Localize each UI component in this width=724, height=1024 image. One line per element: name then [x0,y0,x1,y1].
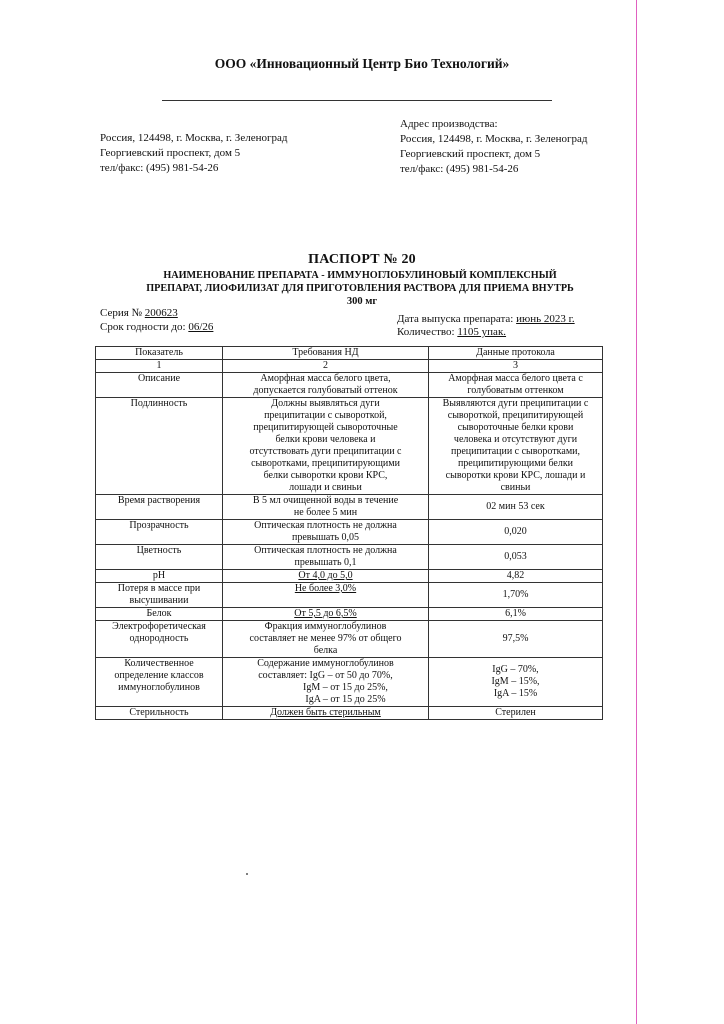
table-row [96,583,603,608]
cell-line: IgG – 70%, [492,664,539,675]
row-indicator: Время растворения [96,495,223,520]
row-protocol-data: Стерилен [429,707,603,720]
row-indicator: рН [96,570,223,583]
row-requirement [223,495,429,520]
cell-line: Фракция иммуноглобулинов [264,621,387,632]
legal-address-line: Россия, 124498, г. Москва, г. Зеленоград [100,132,288,144]
column-number: 1 [96,360,223,373]
cell-line: Аморфная масса белого цвета, [260,373,391,384]
passport-title: ПАСПОРТ № 20 [308,252,416,267]
row-protocol-data: 0,053 [429,545,603,570]
column-header: Данные протокола [429,347,603,360]
product-name-line: ПРЕПАРАТ, ЛИОФИЛИЗАТ ДЛЯ ПРИГОТОВЛЕНИЯ РАСТВОРА ДЛЯ ПРИЕМА ВНУТРЬ [146,282,574,294]
row-indicator: Электрофоретическая однородность [96,621,223,658]
row-requirement: Должен быть стерильным [223,707,429,720]
production-address-line: Россия, 124498, г. Москва, г. Зеленоград [400,133,588,145]
row-protocol-data: 02 мин 53 сек [429,495,603,520]
production-address-line: тел/факс: (495) 981-54-26 [400,163,519,175]
row-indicator: Описание [96,373,223,398]
table-number-row [96,360,603,373]
release-label: Дата выпуска препарата: [397,313,514,325]
table-row [96,398,603,495]
cell-line: свиньи [500,482,531,493]
expiry-label: Срок годности до: [100,321,186,333]
row-protocol-data: 97,5% [429,621,603,658]
page-edge-line [636,0,637,1024]
row-requirement [223,520,429,545]
cell-line: IgM – 15%, [491,676,540,687]
cell-line: составляет не менее 97% от общего [249,633,402,644]
table-row [96,495,603,520]
cell-line: Выявляются дуги преципитации с [442,398,589,409]
row-requirement [223,373,429,398]
cell-line: IgM – от 15 до 25%, [303,682,388,693]
row-requirement: От 4,0 до 5,0 [223,570,429,583]
row-requirement: Не более 3,0% [223,583,429,608]
cell-line: Аморфная масса белого цвета с [448,373,583,384]
row-protocol-data: 0,020 [429,520,603,545]
cell-line: Содержание иммуноглобулинов [257,658,394,669]
cell-line: преципитирующими белки [457,458,574,469]
cell-line: IgA – от 15 до 25% [305,694,386,705]
table-row [96,373,603,398]
cell-line: сывороткой, преципитирующей [447,410,584,421]
column-header: Показатель [96,347,223,360]
row-indicator: Стерильность [96,707,223,720]
cell-line: сывороточные белки крови [457,422,574,433]
cell-line: Оптическая плотность не должна [254,545,397,556]
production-address [400,117,587,177]
table-row [96,570,603,583]
row-protocol-data [429,658,603,707]
row-protocol-data: 1,70% [429,583,603,608]
cell-line: превышать 0,05 [291,532,360,543]
cell-line: преципитации с сывороткой, [264,410,387,421]
table-row [96,707,603,720]
row-indicator: Прозрачность [96,520,223,545]
company-name: ООО «Инновационный Центр Био Технологий» [214,56,510,71]
table-row [96,545,603,570]
row-requirement [223,621,429,658]
row-protocol-data [429,373,603,398]
cell-line: превышать 0,1 [294,557,357,568]
cell-line: составляет: IgG – от 50 до 70%, [258,670,393,681]
column-number: 3 [429,360,603,373]
quantity-label: Количество: [397,326,455,338]
row-indicator: Потеря в массе при высушивании [96,583,223,608]
cell-line: Оптическая плотность не должна [254,520,397,531]
cell-line: сыворотками, преципитирующими [251,458,400,469]
production-address-title: Адрес производства: [400,118,498,130]
row-indicator: Белок [96,608,223,621]
quantity-value: 1105 упак. [457,326,507,338]
row-protocol-data: 4,82 [429,570,603,583]
row-requirement [223,545,429,570]
scan-speck [246,873,248,875]
column-number: 2 [223,360,429,373]
cell-line: преципитирующей сывороточные [253,422,398,433]
row-requirement [223,398,429,495]
cell-line: преципитации с сыворотками, [451,446,580,457]
legal-address-line: Георгиевский проспект, дом 5 [100,147,241,159]
cell-line: лошади и свиньи [289,482,362,493]
cell-line: В 5 мл очищенной воды в течение [252,495,399,506]
series-row [100,306,178,321]
cell-line: допускается голубоватый оттенок [253,385,398,396]
cell-line: белка [313,645,338,656]
legal-address [100,131,287,176]
product-name [100,270,620,295]
cell-line: голубоватым оттенком [467,385,564,396]
column-header: Требования НД [223,347,429,360]
table-header-row [96,347,603,360]
cell-line: белки сыворотки крови КРС, [263,470,388,481]
cell-line: IgA – 15% [493,688,538,699]
release-value: июнь 2023 г. [516,313,575,325]
table-row [96,520,603,545]
quantity-row [397,325,506,340]
table-row [96,658,603,707]
passport-table [95,346,603,720]
row-indicator: Подлинность [96,398,223,495]
series-label: Серия № [100,307,143,319]
row-indicator: Количественное определение классов иммуноглобулинов [96,658,223,707]
cell-line: сыворотки крови КРС, лошади и [445,470,586,481]
header-divider [162,100,552,101]
series-value: 200623 [144,307,178,319]
expiry-row [100,320,213,335]
table-row [96,621,603,658]
table-row [96,608,603,621]
cell-line: не более 5 мин [293,507,358,518]
row-requirement [223,658,429,707]
cell-line: Должны выявляться дуги [271,398,380,409]
row-protocol-data [429,398,603,495]
row-indicator: Цветность [96,545,223,570]
cell-line: отсутствовать дуги преципитации с [249,446,402,457]
legal-address-line: тел/факс: (495) 981-54-26 [100,162,219,174]
expiry-value: 06/26 [188,321,214,333]
cell-line: белки крови человека и [275,434,376,445]
production-address-line: Георгиевский проспект, дом 5 [400,148,541,160]
cell-line: человека и отсутствуют дуги [453,434,578,445]
row-requirement: От 5,5 до 6,5% [223,608,429,621]
row-protocol-data: 6,1% [429,608,603,621]
product-name-line: НАИМЕНОВАНИЕ ПРЕПАРАТА - ИММУНОГЛОБУЛИНОВЫЙ КОМПЛЕКСНЫЙ [163,270,557,281]
product-dose: 300 мг [346,296,378,307]
